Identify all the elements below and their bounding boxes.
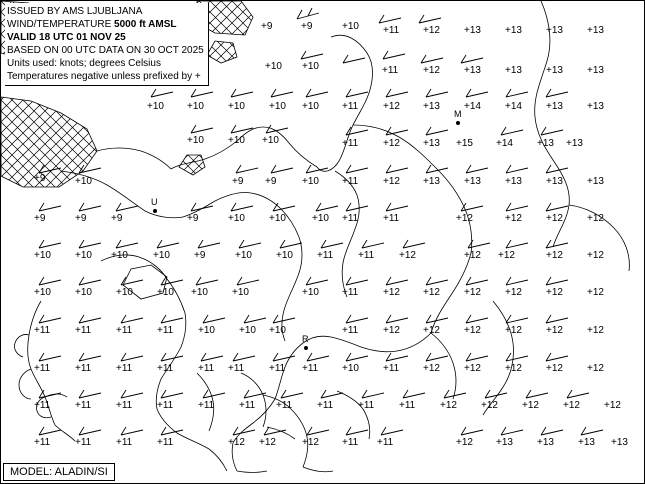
- temperature-label: +13: [546, 101, 563, 112]
- temperature-label: +11: [34, 363, 51, 374]
- header-level: [7, 18, 204, 31]
- temperature-label: +10: [239, 325, 256, 336]
- temperature-label: +12: [464, 325, 481, 336]
- temperature-label: +13: [587, 65, 604, 76]
- temperature-label: +11: [75, 400, 92, 411]
- city-label: R: [302, 334, 309, 344]
- temperature-label: +10: [75, 176, 92, 187]
- temperature-label: +12: [522, 400, 539, 411]
- temperature-label: +9: [232, 176, 244, 187]
- temperature-label: +11: [382, 65, 399, 76]
- temperature-label: +13: [505, 25, 522, 36]
- temperature-label: +10: [302, 61, 319, 72]
- temperature-label: +13: [464, 25, 481, 36]
- temperature-label: +12: [546, 363, 563, 374]
- temperature-label: +10: [302, 287, 319, 298]
- temperature-label: +11: [377, 437, 394, 448]
- temperature-label: +13: [505, 176, 522, 187]
- temperature-label: +12: [498, 250, 515, 261]
- temperature-label: +12: [464, 363, 481, 374]
- temperature-label: +12: [440, 400, 457, 411]
- temperature-label: +11: [358, 250, 375, 261]
- temperature-label: +11: [116, 363, 133, 374]
- city-label: M: [454, 109, 462, 119]
- temperature-label: +11: [302, 363, 319, 374]
- temperature-label: +12: [423, 363, 440, 374]
- temperature-label: +11: [228, 363, 245, 374]
- temperature-label: +11: [157, 400, 174, 411]
- temperature-label: +10: [276, 250, 293, 261]
- temperature-label: +13: [505, 65, 522, 76]
- temperature-label: +10: [312, 213, 329, 224]
- temperature-label: +13: [464, 65, 481, 76]
- temperature-label: +11: [116, 325, 133, 336]
- temperature-label: +12: [464, 250, 481, 261]
- temperature-label: +13: [496, 437, 513, 448]
- temperature-label: +10: [111, 250, 128, 261]
- temperature-label: +10: [342, 21, 359, 32]
- temperature-label: +10: [147, 101, 164, 112]
- temperature-label: +12: [383, 287, 400, 298]
- temperature-label: +11: [342, 101, 359, 112]
- temperature-label: +11: [34, 437, 51, 448]
- temperature-label: +13: [587, 176, 604, 187]
- temperature-label: +10: [232, 287, 249, 298]
- temperature-label: +11: [116, 437, 133, 448]
- temperature-label: +10: [342, 363, 359, 374]
- temperature-label: +10: [157, 287, 174, 298]
- temperature-label: +9: [75, 213, 87, 224]
- temperature-label: +9: [187, 213, 199, 224]
- temperature-label: +12: [423, 65, 440, 76]
- chart-header: [5, 3, 209, 86]
- temperature-label: +13: [546, 65, 563, 76]
- temperature-label: +11: [342, 325, 359, 336]
- temperature-label: +9: [301, 21, 313, 32]
- temperature-label: +11: [383, 25, 400, 36]
- temperature-label: +11: [383, 213, 400, 224]
- temperature-label: +11: [34, 325, 51, 336]
- temperature-label: +10: [228, 101, 245, 112]
- temperature-label: +11: [75, 325, 92, 336]
- model-label: MODEL: ALADIN/SI: [10, 466, 108, 478]
- temperature-label: +9: [265, 176, 277, 187]
- temperature-label: +10: [187, 101, 204, 112]
- temperature-label: +12: [563, 400, 580, 411]
- temperature-label: +12: [383, 325, 400, 336]
- temperature-label: +12: [505, 213, 522, 224]
- temperature-label: +11: [198, 400, 215, 411]
- temperature-label: +12: [259, 437, 276, 448]
- temperature-label: +11: [157, 437, 174, 448]
- temperature-label: +10: [153, 250, 170, 261]
- temperature-label: +10: [265, 61, 282, 72]
- temperature-label: +10: [75, 250, 92, 261]
- temperature-label: +12: [456, 437, 473, 448]
- temperature-label: +10: [269, 213, 286, 224]
- temperature-label: +11: [34, 400, 51, 411]
- temperature-label: +11: [358, 400, 375, 411]
- temperature-label: +12: [587, 325, 604, 336]
- temperature-label: +10: [191, 287, 208, 298]
- temperature-label: +11: [198, 363, 215, 374]
- temperature-label: +11: [75, 363, 92, 374]
- temperature-label: +12: [423, 287, 440, 298]
- temperature-label: +10: [228, 135, 245, 146]
- temperature-label: +10: [235, 250, 252, 261]
- temperature-label: +11: [399, 400, 416, 411]
- temperature-label: +9: [34, 173, 46, 184]
- header-basedon: BASED ON 00 UTC DATA ON 30 OCT 2025: [7, 45, 204, 56]
- temperature-label: +11: [342, 138, 359, 149]
- temperature-label: +10: [269, 101, 286, 112]
- temperature-label: +12: [587, 287, 604, 298]
- temperature-label: +12: [423, 325, 440, 336]
- temperature-label: +9: [34, 213, 46, 224]
- temperature-label: +13: [464, 176, 481, 187]
- temperature-label: +12: [505, 363, 522, 374]
- temperature-label: +13: [566, 138, 583, 149]
- temperature-label: +10: [302, 101, 319, 112]
- temperature-label: +12: [456, 213, 473, 224]
- temperature-label: +11: [383, 363, 400, 374]
- temperature-label: +13: [537, 437, 554, 448]
- temperature-label: +12: [587, 250, 604, 261]
- temperature-label: +11: [317, 400, 334, 411]
- header-level-prefix: WIND/TEMPERATURE: [7, 19, 115, 30]
- temperature-label: +10: [228, 213, 245, 224]
- temperature-label: +11: [239, 400, 256, 411]
- temperature-label: +13: [546, 176, 563, 187]
- temperature-label: +11: [342, 287, 359, 298]
- temperature-label: +9: [261, 21, 273, 32]
- temperature-label: +9: [111, 213, 123, 224]
- temperature-label: +11: [75, 437, 92, 448]
- temperature-label: +12: [546, 287, 563, 298]
- temperature-label: +12: [587, 213, 604, 224]
- temperature-label: +11: [317, 250, 334, 261]
- temperature-label: +13: [537, 138, 554, 149]
- temperature-label: +11: [276, 400, 293, 411]
- temperature-label: +13: [423, 138, 440, 149]
- city-label: U: [151, 197, 158, 207]
- temperature-label: +13: [423, 101, 440, 112]
- temperature-label: +14: [505, 101, 522, 112]
- temperature-label: +10: [75, 287, 92, 298]
- temperature-label: +10: [269, 325, 286, 336]
- temperature-label: +14: [496, 138, 513, 149]
- temperature-label: +11: [342, 176, 359, 187]
- temperature-label: +12: [604, 400, 621, 411]
- header-temp-note: Temperatures negative unless prefixed by +: [7, 71, 201, 82]
- city-marker: [456, 121, 460, 125]
- temperature-label: +11: [342, 213, 359, 224]
- temperature-label: +12: [228, 437, 245, 448]
- temperature-label: +12: [383, 176, 400, 187]
- temperature-label: +12: [481, 400, 498, 411]
- temperature-label: +12: [587, 363, 604, 374]
- temperature-label: +13: [587, 101, 604, 112]
- temperature-label: +10: [34, 250, 51, 261]
- temperature-label: +10: [198, 325, 215, 336]
- temperature-label: +15: [456, 138, 473, 149]
- temperature-label: +9: [194, 250, 206, 261]
- temperature-label: +10: [187, 135, 204, 146]
- header-level-value: 5000 ft AMSL: [114, 19, 177, 30]
- temperature-label: +12: [546, 250, 563, 261]
- header-issued-by: ISSUED BY AMS LJUBLJANA: [7, 6, 143, 17]
- header-units: Units used: knots; degrees Celsius: [7, 58, 161, 69]
- temperature-label: +12: [383, 138, 400, 149]
- temperature-label: +12: [546, 213, 563, 224]
- temperature-label: +13: [587, 25, 604, 36]
- temperature-label: +13: [578, 437, 595, 448]
- temperature-label: +12: [302, 437, 319, 448]
- temperature-label: +10: [116, 287, 133, 298]
- header-valid: VALID 18 UTC 01 NOV 25: [7, 32, 126, 43]
- temperature-label: +10: [34, 287, 51, 298]
- temperature-label: +14: [464, 101, 481, 112]
- temperature-label: +12: [546, 325, 563, 336]
- chart-footer: [3, 463, 115, 481]
- temperature-label: +12: [464, 287, 481, 298]
- temperature-label: +11: [157, 363, 174, 374]
- temperature-label: +11: [342, 437, 359, 448]
- temperature-label: +12: [399, 250, 416, 261]
- temperature-label: +11: [157, 325, 174, 336]
- temperature-label: +10: [262, 135, 279, 146]
- temperature-label: +13: [423, 176, 440, 187]
- temperature-label: +13: [611, 437, 628, 448]
- temperature-label: +11: [116, 400, 133, 411]
- temperature-label: +12: [505, 287, 522, 298]
- temperature-label: +13: [546, 25, 563, 36]
- temperature-label: +12: [423, 25, 440, 36]
- temperature-label: +12: [505, 325, 522, 336]
- temperature-label: +10: [302, 176, 319, 187]
- temperature-label: +12: [383, 101, 400, 112]
- city-marker: [304, 346, 308, 350]
- city-marker: [153, 209, 157, 213]
- temperature-label: +11: [269, 363, 286, 374]
